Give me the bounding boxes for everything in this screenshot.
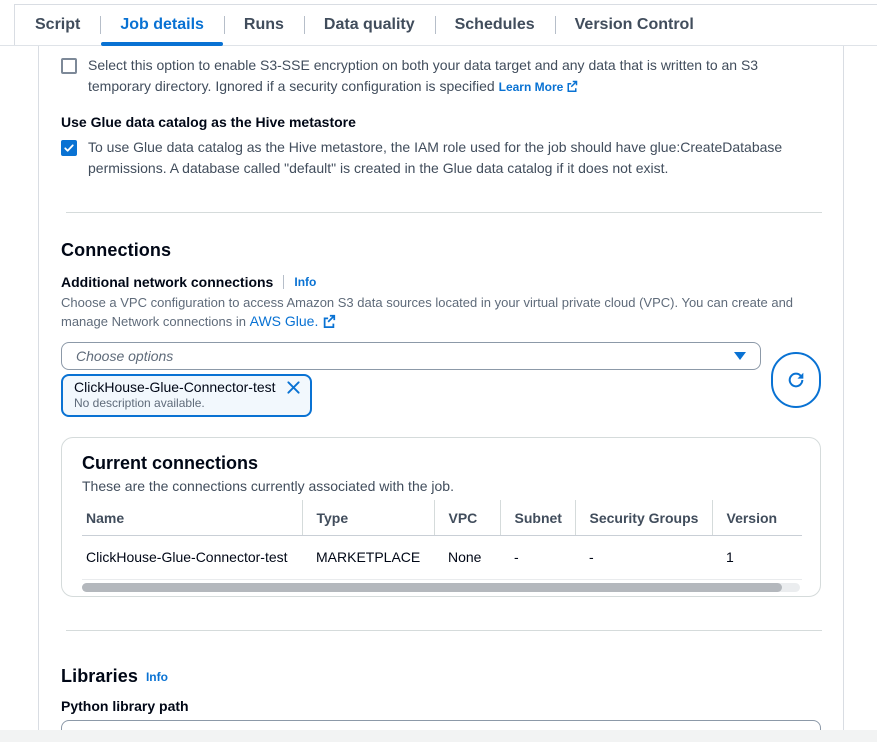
job-details-panel — [38, 46, 844, 731]
column-header-vpc: VPC — [434, 500, 500, 536]
aws-glue-link-label: AWS Glue. — [249, 313, 319, 329]
python-library-path-label: Python library path — [61, 698, 189, 714]
select-placeholder: Choose options — [76, 348, 174, 364]
label-divider — [283, 275, 284, 289]
cell-type: MARKETPLACE — [302, 536, 434, 580]
s3-sse-checkbox[interactable] — [61, 58, 77, 74]
connections-select[interactable] — [61, 342, 761, 370]
external-link-icon — [322, 314, 336, 328]
connections-select-column — [61, 342, 761, 417]
current-connections-card — [61, 437, 821, 597]
hive-metastore-row — [61, 137, 821, 179]
scrollbar-thumb[interactable] — [82, 583, 782, 592]
learn-more-label: Learn More — [498, 80, 564, 94]
s3-sse-option-row — [61, 55, 821, 98]
connection-token — [61, 374, 312, 417]
s3-sse-description — [88, 55, 810, 98]
table-header-row — [82, 500, 802, 536]
tab-job-details[interactable]: Job details — [100, 5, 224, 45]
tab-list — [14, 4, 877, 45]
libraries-title-row — [61, 666, 821, 687]
aws-glue-link[interactable] — [250, 313, 337, 329]
hive-metastore-heading: Use Glue data catalog as the Hive metastore — [61, 114, 356, 130]
section-divider — [66, 212, 822, 213]
tab-version-control[interactable]: Version Control — [555, 5, 714, 45]
current-connections-description: These are the connections currently associated with the job. — [82, 478, 454, 494]
cell-vpc: None — [434, 536, 500, 580]
section-divider — [66, 630, 822, 631]
chevron-down-icon — [734, 352, 746, 360]
external-link-icon — [566, 80, 578, 92]
libraries-title: Libraries — [61, 666, 138, 686]
page-background-strip — [0, 730, 877, 742]
tab-bar — [0, 0, 877, 46]
column-header-type: Type — [302, 500, 434, 536]
tab-script[interactable]: Script — [35, 16, 81, 33]
s3-sse-text: Select this option to enable S3-SSE encryption on both your data target and any data that is written to an S3 temporary directory. Ignored if a security configuration is specified — [88, 57, 759, 94]
table-row — [82, 536, 802, 580]
connections-description-text: Choose a VPC configuration to access Amazon S3 data sources located in your virtual private cloud (VPC). You can create and manage Network connections in — [61, 295, 794, 329]
connections-select-row — [61, 342, 821, 417]
hive-metastore-description: To use Glue data catalog as the Hive metastore, the IAM role used for the job should have glue:CreateDatabase permissions. A database called "default" is created in the Glue data catalog if it does not exist. — [88, 139, 783, 176]
tab-schedules[interactable]: Schedules — [435, 5, 555, 45]
column-header-version: Version — [712, 500, 802, 536]
remove-token-icon[interactable] — [286, 380, 301, 395]
column-header-security-groups: Security Groups — [575, 500, 712, 536]
tab-data-quality[interactable]: Data quality — [304, 5, 435, 45]
cell-security-groups: - — [575, 536, 712, 580]
connection-token-label: ClickHouse-Glue-Connector-test — [74, 379, 276, 395]
refresh-icon — [785, 369, 807, 391]
cell-subnet: - — [500, 536, 575, 580]
tab-runs[interactable]: Runs — [224, 5, 304, 45]
check-icon — [63, 142, 75, 154]
connection-token-description: No description available. — [74, 396, 205, 410]
connections-info-link[interactable]: Info — [294, 275, 317, 289]
connections-title: Connections — [61, 240, 172, 260]
additional-connections-description — [61, 293, 821, 331]
additional-connections-label-row — [61, 274, 821, 290]
cell-version: 1 — [712, 536, 802, 580]
learn-more-link[interactable] — [499, 80, 579, 94]
libraries-info-link[interactable]: Info — [145, 669, 168, 684]
additional-connections-label: Additional network connections — [61, 274, 274, 290]
current-connections-table — [82, 500, 802, 580]
current-connections-title: Current connections — [82, 453, 259, 473]
horizontal-scrollbar[interactable] — [82, 583, 800, 592]
cell-name: ClickHouse-Glue-Connector-test — [82, 536, 302, 580]
hive-metastore-checkbox[interactable] — [61, 140, 77, 156]
refresh-button[interactable] — [771, 352, 821, 408]
column-header-name: Name — [82, 500, 302, 536]
column-header-subnet: Subnet — [500, 500, 575, 536]
